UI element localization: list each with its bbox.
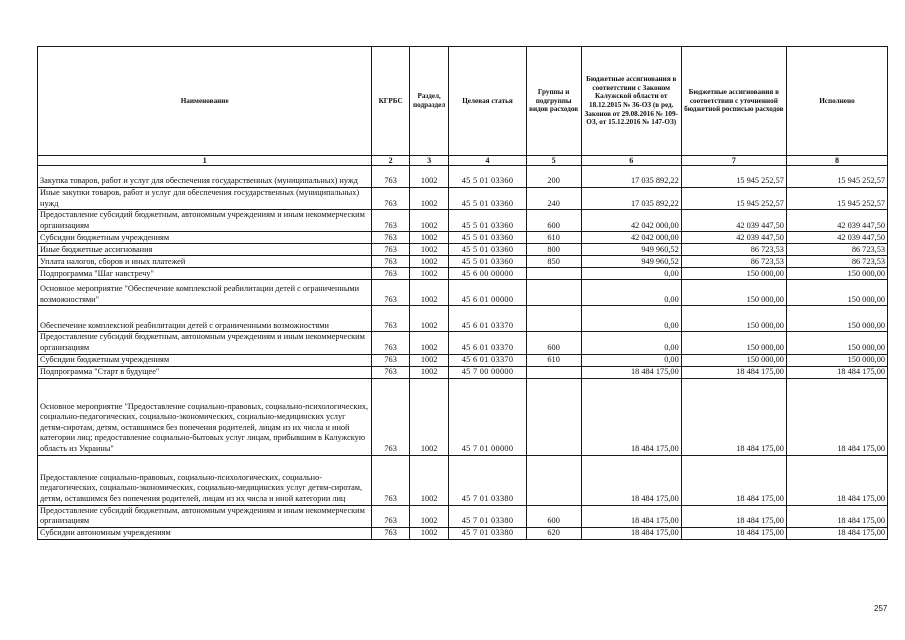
row-budget-list: 18 484 175,00 — [681, 455, 786, 505]
row-kgrbs: 763 — [372, 332, 410, 354]
row-name: Субсидии бюджетным учреждениям — [38, 354, 372, 366]
row-kgrbs: 763 — [372, 166, 410, 188]
row-name: Предоставление субсидий бюджетным, автономным учреждениям и иным некоммерческим организациям — [38, 210, 372, 232]
column-number: 4 — [449, 156, 526, 166]
row-kgrbs: 763 — [372, 354, 410, 366]
row-budget-law: 18 484 175,00 — [581, 366, 681, 378]
row-target-article: 45 6 01 00000 — [449, 280, 526, 306]
row-executed: 42 039 447,50 — [786, 210, 887, 232]
column-number: 1 — [38, 156, 372, 166]
row-budget-list: 18 484 175,00 — [681, 505, 786, 527]
row-budget-law: 17 035 892,22 — [581, 166, 681, 188]
row-kgrbs: 763 — [372, 366, 410, 378]
row-section: 1002 — [409, 378, 449, 455]
row-budget-law: 949 960,52 — [581, 256, 681, 268]
row-executed: 150 000,00 — [786, 268, 887, 280]
table-row — [38, 366, 888, 378]
row-executed: 18 484 175,00 — [786, 378, 887, 455]
row-executed: 150 000,00 — [786, 332, 887, 354]
row-budget-law: 18 484 175,00 — [581, 455, 681, 505]
row-kgrbs: 763 — [372, 256, 410, 268]
row-target-article: 45 5 01 03360 — [449, 166, 526, 188]
row-target-article: 45 6 01 03370 — [449, 354, 526, 366]
row-kgrbs: 763 — [372, 505, 410, 527]
header-budget-law: Бюджетные ассигнования в соответствии с Законом Калужской области от 18.12.2015 № 36-ОЗ (в ред. Законов от 29.08.2016 № 109-ОЗ, от 15.12.2016 № 147-ОЗ) — [581, 47, 681, 156]
column-number: 2 — [372, 156, 410, 166]
row-kgrbs: 763 — [372, 232, 410, 244]
row-expense-group — [526, 306, 581, 332]
row-budget-list: 150 000,00 — [681, 306, 786, 332]
column-number: 3 — [409, 156, 449, 166]
table-row — [38, 268, 888, 280]
row-kgrbs: 763 — [372, 280, 410, 306]
row-kgrbs: 763 — [372, 268, 410, 280]
row-budget-list: 15 945 252,57 — [681, 166, 786, 188]
row-name: Субсидии бюджетным учреждениям — [38, 232, 372, 244]
row-target-article: 45 7 01 00000 — [449, 378, 526, 455]
row-budget-list: 18 484 175,00 — [681, 378, 786, 455]
table-row — [38, 210, 888, 232]
header-budget-list: Бюджетные ассигнования в соответствии с уточненной бюджетной росписью расходов — [681, 47, 786, 156]
header-kgrbs: КГРБС — [372, 47, 410, 156]
row-section: 1002 — [409, 354, 449, 366]
row-budget-law: 0,00 — [581, 354, 681, 366]
row-name: Обеспечение комплексной реабилитации детей с ограниченными возможностями — [38, 306, 372, 332]
table-row — [38, 505, 888, 527]
row-budget-list: 18 484 175,00 — [681, 527, 786, 539]
row-kgrbs: 763 — [372, 455, 410, 505]
row-name: Предоставление субсидий бюджетным, автономным учреждениям и иным некоммерческим организациям — [38, 505, 372, 527]
row-name: Основное мероприятие "Обеспечение комплексной реабилитации детей с ограниченными возможностями" — [38, 280, 372, 306]
row-kgrbs: 763 — [372, 210, 410, 232]
row-expense-group: 200 — [526, 166, 581, 188]
row-executed: 86 723,53 — [786, 244, 887, 256]
table-row — [38, 280, 888, 306]
row-name: Уплата налогов, сборов и иных платежей — [38, 256, 372, 268]
row-budget-law: 0,00 — [581, 306, 681, 332]
row-expense-group: 600 — [526, 505, 581, 527]
row-target-article: 45 6 01 03370 — [449, 332, 526, 354]
row-name: Предоставление субсидий бюджетным, автономным учреждениям и иным некоммерческим организациям — [38, 332, 372, 354]
header-executed: Исполнено — [786, 47, 887, 156]
budget-table — [37, 46, 888, 540]
row-expense-group: 850 — [526, 256, 581, 268]
row-expense-group — [526, 280, 581, 306]
row-target-article: 45 6 01 03370 — [449, 306, 526, 332]
row-budget-law: 0,00 — [581, 268, 681, 280]
row-budget-list: 42 039 447,50 — [681, 232, 786, 244]
row-expense-group: 610 — [526, 354, 581, 366]
row-section: 1002 — [409, 188, 449, 210]
table-row — [38, 306, 888, 332]
row-executed: 18 484 175,00 — [786, 455, 887, 505]
row-executed: 15 945 252,57 — [786, 166, 887, 188]
table-row — [38, 378, 888, 455]
table-row — [38, 256, 888, 268]
row-target-article: 45 5 01 03360 — [449, 210, 526, 232]
row-section: 1002 — [409, 366, 449, 378]
row-target-article: 45 7 01 03380 — [449, 505, 526, 527]
row-executed: 18 484 175,00 — [786, 366, 887, 378]
column-number: 8 — [786, 156, 887, 166]
column-numbers-row — [38, 156, 888, 166]
row-name: Иные закупки товаров, работ и услуг для обеспечения государственных (муниципальных) нужд — [38, 188, 372, 210]
row-target-article: 45 7 01 03380 — [449, 455, 526, 505]
header-target: Целевая статья — [449, 47, 526, 156]
header-section: Раздел, подраздел — [409, 47, 449, 156]
row-expense-group: 240 — [526, 188, 581, 210]
row-name: Предоставление социально-правовых, социально-психологических, социально-педагогических, социально-экономических, социально-медицинских услуг детям-сиротам, детям, оставшимся без попечения родителей, лицам из их числа и иной категории лиц — [38, 455, 372, 505]
table-row — [38, 188, 888, 210]
row-budget-law: 0,00 — [581, 280, 681, 306]
row-budget-law: 18 484 175,00 — [581, 378, 681, 455]
row-expense-group — [526, 455, 581, 505]
row-budget-list: 18 484 175,00 — [681, 366, 786, 378]
row-section: 1002 — [409, 268, 449, 280]
row-section: 1002 — [409, 232, 449, 244]
column-number: 5 — [526, 156, 581, 166]
row-kgrbs: 763 — [372, 527, 410, 539]
row-section: 1002 — [409, 505, 449, 527]
row-budget-list: 150 000,00 — [681, 280, 786, 306]
row-name: Субсидии автономным учреждениям — [38, 527, 372, 539]
table-row — [38, 166, 888, 188]
table-row — [38, 527, 888, 539]
row-target-article: 45 5 01 03360 — [449, 188, 526, 210]
header-name: Наименование — [38, 47, 372, 156]
row-section: 1002 — [409, 244, 449, 256]
table-row — [38, 332, 888, 354]
row-target-article: 45 5 01 03360 — [449, 232, 526, 244]
table-row — [38, 455, 888, 505]
row-expense-group — [526, 378, 581, 455]
row-executed: 15 945 252,57 — [786, 188, 887, 210]
row-executed: 150 000,00 — [786, 280, 887, 306]
header-row — [38, 47, 888, 156]
table-row — [38, 232, 888, 244]
row-section: 1002 — [409, 166, 449, 188]
row-name: Подпрограмма "Шаг навстречу" — [38, 268, 372, 280]
row-expense-group: 610 — [526, 232, 581, 244]
header-groups: Группы и подгруппы видов расходов — [526, 47, 581, 156]
row-executed: 18 484 175,00 — [786, 527, 887, 539]
row-budget-law: 17 035 892,22 — [581, 188, 681, 210]
row-expense-group: 600 — [526, 332, 581, 354]
row-budget-law: 18 484 175,00 — [581, 505, 681, 527]
row-executed: 42 039 447,50 — [786, 232, 887, 244]
row-target-article: 45 6 00 00000 — [449, 268, 526, 280]
row-target-article: 45 5 01 03360 — [449, 256, 526, 268]
row-target-article: 45 5 01 03360 — [449, 244, 526, 256]
row-expense-group — [526, 366, 581, 378]
row-budget-list: 86 723,53 — [681, 244, 786, 256]
row-budget-law: 18 484 175,00 — [581, 527, 681, 539]
row-name: Иные бюджетные ассигнования — [38, 244, 372, 256]
table-body — [38, 166, 888, 540]
row-name: Подпрограмма "Старт в будущее" — [38, 366, 372, 378]
row-executed: 150 000,00 — [786, 354, 887, 366]
page-number: 257 — [874, 604, 888, 613]
row-expense-group: 600 — [526, 210, 581, 232]
column-number: 6 — [581, 156, 681, 166]
row-kgrbs: 763 — [372, 306, 410, 332]
row-section: 1002 — [409, 332, 449, 354]
column-number: 7 — [681, 156, 786, 166]
row-name: Закупка товаров, работ и услуг для обеспечения государственных (муниципальных) нужд — [38, 166, 372, 188]
row-target-article: 45 7 00 00000 — [449, 366, 526, 378]
row-kgrbs: 763 — [372, 188, 410, 210]
row-section: 1002 — [409, 306, 449, 332]
row-kgrbs: 763 — [372, 244, 410, 256]
row-section: 1002 — [409, 527, 449, 539]
row-executed: 86 723,53 — [786, 256, 887, 268]
row-budget-list: 42 039 447,50 — [681, 210, 786, 232]
row-kgrbs: 763 — [372, 378, 410, 455]
row-section: 1002 — [409, 455, 449, 505]
row-section: 1002 — [409, 256, 449, 268]
row-expense-group: 800 — [526, 244, 581, 256]
row-budget-list: 150 000,00 — [681, 332, 786, 354]
row-budget-law: 949 960,52 — [581, 244, 681, 256]
row-budget-list: 86 723,53 — [681, 256, 786, 268]
row-budget-list: 150 000,00 — [681, 354, 786, 366]
table-row — [38, 354, 888, 366]
table-row — [38, 244, 888, 256]
row-budget-list: 150 000,00 — [681, 268, 786, 280]
row-section: 1002 — [409, 210, 449, 232]
row-executed: 150 000,00 — [786, 306, 887, 332]
row-section: 1002 — [409, 280, 449, 306]
row-budget-law: 42 042 000,00 — [581, 210, 681, 232]
row-executed: 18 484 175,00 — [786, 505, 887, 527]
row-expense-group: 620 — [526, 527, 581, 539]
row-budget-law: 0,00 — [581, 332, 681, 354]
row-budget-law: 42 042 000,00 — [581, 232, 681, 244]
row-target-article: 45 7 01 03380 — [449, 527, 526, 539]
row-expense-group — [526, 268, 581, 280]
row-name: Основное мероприятие "Предоставление социально-правовых, социально-психологических, социально-педагогических, социально-экономических, социально-медицинских услуг детям-сиротам, детям, оставшимся без попечения родителей, лицам из их числа и иной категории лиц; предоставление социально-бытовых услуг лицам, прибывшим в Калужскую область из Украины" — [38, 378, 372, 455]
row-budget-list: 15 945 252,57 — [681, 188, 786, 210]
